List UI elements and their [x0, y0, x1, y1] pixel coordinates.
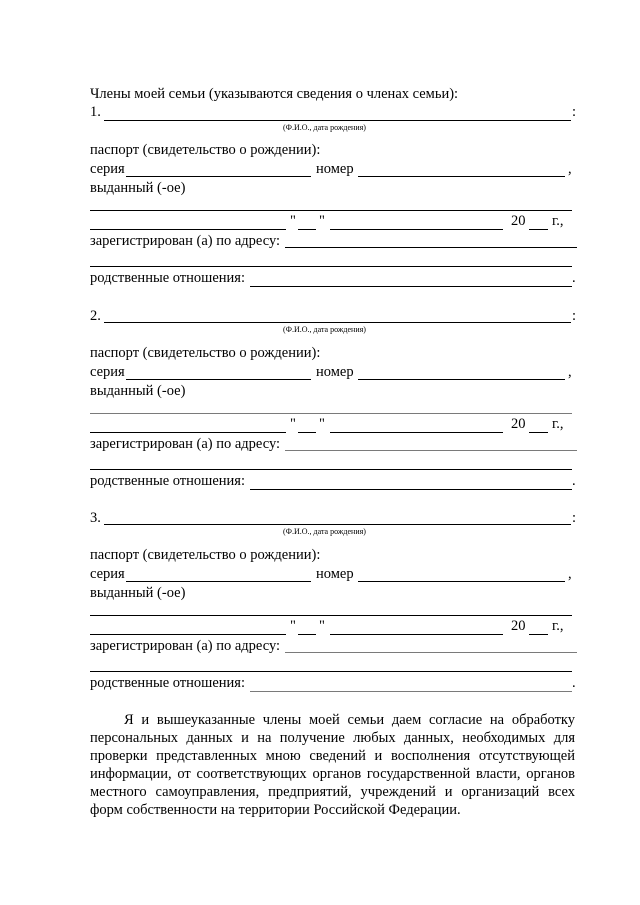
number-line[interactable] [358, 176, 565, 177]
day-line[interactable] [298, 634, 316, 635]
series-label: серия [90, 364, 125, 380]
registered-label: зарегистрирован (а) по адресу: [90, 233, 281, 249]
day-line[interactable] [298, 432, 316, 433]
relation-period: . [572, 473, 576, 489]
number-label: номер [316, 161, 354, 177]
relation-line[interactable] [250, 286, 572, 287]
day-line[interactable] [298, 229, 316, 230]
relation-label: родственные отношения: [90, 675, 245, 691]
fio-caption: (Ф.И.О., дата рождения) [283, 527, 366, 536]
issuer-line[interactable] [90, 615, 572, 616]
year-prefix: 20 [511, 213, 526, 229]
year-line[interactable] [529, 634, 548, 635]
month-line[interactable] [330, 432, 503, 433]
registered-label: зарегистрирован (а) по адресу: [90, 436, 281, 452]
relation-line[interactable] [250, 489, 572, 490]
address-line[interactable] [285, 247, 577, 248]
year-suffix: г., [552, 416, 564, 432]
issuer-line-2[interactable] [90, 432, 286, 433]
fio-caption: (Ф.И.О., дата рождения) [283, 123, 366, 132]
fio-line[interactable] [104, 524, 571, 525]
passport-label: паспорт (свидетельство о рождении): [90, 345, 321, 361]
year-line[interactable] [529, 432, 548, 433]
quote-close: " [319, 213, 325, 229]
year-prefix: 20 [511, 618, 526, 634]
number-line[interactable] [358, 379, 565, 380]
relation-period: . [572, 270, 576, 286]
relation-period: . [572, 675, 576, 691]
number-label: номер [316, 364, 354, 380]
fio-line[interactable] [104, 120, 571, 121]
number-comma: , [568, 364, 572, 380]
consent-line: проверки представленных мною сведений и восполнения отсутствующей [90, 748, 575, 764]
number-comma: , [568, 566, 572, 582]
consent-line: местного самоуправления, предприятий, учреждений и организаций всех [90, 784, 575, 800]
fio-colon: : [572, 510, 577, 526]
registered-label: зарегистрирован (а) по адресу: [90, 638, 281, 654]
address-line[interactable] [285, 652, 577, 653]
fio-line[interactable] [104, 322, 571, 323]
series-label: серия [90, 161, 125, 177]
fio-caption: (Ф.И.О., дата рождения) [283, 325, 366, 334]
series-line[interactable] [126, 379, 311, 380]
quote-open: " [290, 416, 296, 432]
consent-paragraph [90, 711, 575, 819]
passport-label: паспорт (свидетельство о рождении): [90, 142, 321, 158]
passport-label: паспорт (свидетельство о рождении): [90, 547, 321, 563]
quote-close: " [319, 416, 325, 432]
issuer-line-2[interactable] [90, 634, 286, 635]
year-suffix: г., [552, 618, 564, 634]
issued-label: выданный (-ое) [90, 585, 186, 601]
fio-colon: : [572, 308, 577, 324]
address-line-2[interactable] [90, 469, 572, 470]
series-label: серия [90, 566, 125, 582]
year-prefix: 20 [511, 416, 526, 432]
address-line-2[interactable] [90, 266, 572, 267]
year-line[interactable] [529, 229, 548, 230]
relation-label: родственные отношения: [90, 270, 245, 286]
form-header: Члены моей семьи (указываются сведения о членах семьи): [90, 86, 459, 102]
address-line[interactable] [285, 450, 577, 451]
year-suffix: г., [552, 213, 564, 229]
month-line[interactable] [330, 634, 503, 635]
consent-line: форм собственности на территории Российской Федерации. [90, 802, 461, 818]
month-line[interactable] [330, 229, 503, 230]
relation-label: родственные отношения: [90, 473, 245, 489]
member-number: 1. [90, 104, 101, 120]
quote-open: " [290, 213, 296, 229]
relation-line[interactable] [250, 691, 572, 692]
number-comma: , [568, 161, 572, 177]
member-number: 2. [90, 308, 101, 324]
issuer-line[interactable] [90, 413, 572, 414]
series-line[interactable] [126, 581, 311, 582]
number-label: номер [316, 566, 354, 582]
number-line[interactable] [358, 581, 565, 582]
issuer-line-2[interactable] [90, 229, 286, 230]
series-line[interactable] [126, 176, 311, 177]
consent-line: информации, от соответствующих органов государственной власти, органов [90, 766, 575, 782]
address-line-2[interactable] [90, 671, 572, 672]
quote-close: " [319, 618, 325, 634]
fio-colon: : [572, 104, 577, 120]
member-number: 3. [90, 510, 101, 526]
issued-label: выданный (-ое) [90, 383, 186, 399]
issuer-line[interactable] [90, 210, 572, 211]
consent-line: персональных данных и на получение любых данных, необходимых для [90, 730, 575, 746]
issued-label: выданный (-ое) [90, 180, 186, 196]
consent-line: Я и вышеуказанные члены моей семьи даем согласие на обработку [124, 712, 575, 728]
quote-open: " [290, 618, 296, 634]
